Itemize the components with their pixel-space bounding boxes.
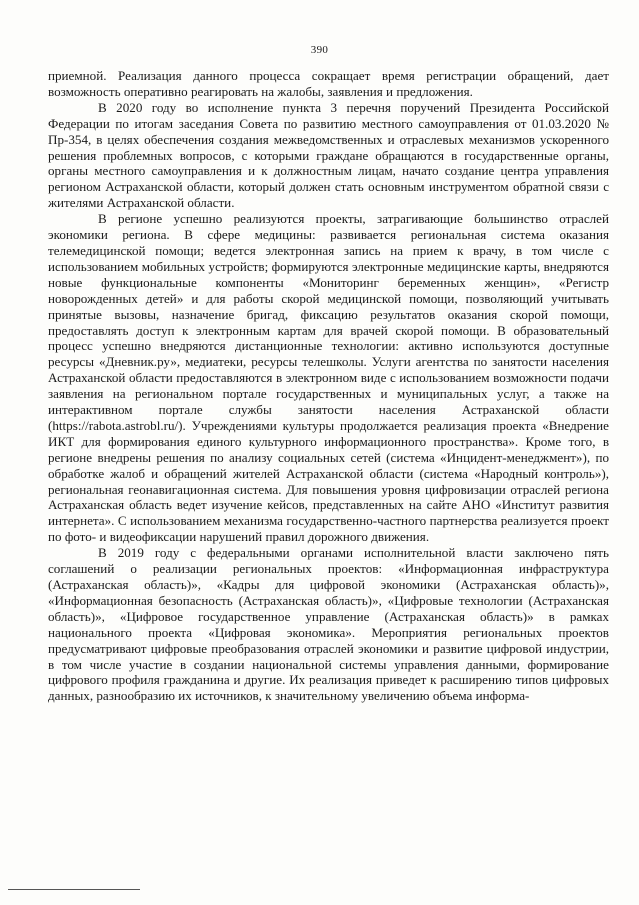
paragraph-regional-projects: В регионе успешно реализуются проекты, затрагивающие большинство отраслей экономики региона. В сфере медицины: развивается региональная система оказания телемедицинской помощи; ведется электронная запись на прием к врачу, в том числе с использованием мобильных устройств; формируются электронные медицинские карты, внедряются новые функциональные компоненты «Мониторинг беременных женщин», «Регистр новорожденных детей» и для работы скорой медицинской помощи, позволяющий учитывать принятые вызовы, назначение бригад, фиксацию результатов оказания скорой помощи, предоставлять доступ к электронным картам для врачей скорой помощи. В образовательный процесс успешно внедряются дистанционные технологии: активно используются доступные ресурсы «Дневник.ру», медиатеки, ресурсы телешколы. Услуги агентства по занятости населения Астраханской области предоставляются в электронном виде с использованием возможности подачи заявления на региональном портале государственных и муниципальных услуг, а также на интерактивном портале службы занятости населения Астраханской области (https://rabota.astrobl.ru/). Учреждениями культуры продолжается реализация проекта «Внедрение ИКТ для формирования единого культурного информационного пространства». Кроме того, в регионе внедрены решения по анализу социальных сетей (система «Инцидент-менеджмент»), по обработке жалоб и обращений жителей Астраханской области (система «Народный контроль»), региональная геонавигационная система. Для повышения уровня цифровизации отраслей региона Астраханская область ведет изучение кейсов, представленных на сайте АНО «Институт развития интернета». С использованием механизма государственно-частного партнерства реализуется проект по фото- и видеофиксации нарушений правил дорожного движения.	[48, 211, 609, 545]
paragraph-federal-agreements: В 2019 году с федеральными органами исполнительной власти заключено пять соглашений о реализации региональных проектов: «Информационная инфраструктура (Астраханская область)», «Кадры для цифровой экономики (Астраханская область)», «Информационная безопасность (Астраханская область)», «Цифровые технологии (Астраханская область)», «Цифровое государственное управление (Астраханская область)» в рамках национального проекта «Цифровая экономика». Мероприятия региональных проектов предусматривают цифровые преобразования отраслей экономики и развитие цифровой индустрии, в том числе участие в создании национальной системы управления данными, формирование цифрового профиля гражданина и другие. Их реализация приведет к расширению типов цифровых данных, разнообразию их источников, к значительному увеличению объема информа-	[48, 545, 609, 704]
page-number: 390	[310, 44, 329, 56]
paragraph-continuation: приемной. Реализация данного процесса сокращает время регистрации обращений, дает возможность оперативно реагировать на жалобы, заявления и предложения.	[48, 68, 609, 99]
document-body	[48, 68, 609, 704]
bottom-divider	[8, 889, 140, 890]
paragraph-feedback-center: В 2020 году во исполнение пункта 3 перечня поручений Президента Российской Федерации по итогам заседания Совета по развитию местного самоуправления от 01.03.2020 № Пр-354, в целях обеспечения создания межведомственных и отраслевых механизмов ускоренного решения проблемных вопросов, с которыми граждане обращаются в государственные органы, органы местного самоуправления и к должностным лицам, начато создание центра управления регионом Астраханской области, который должен стать основным инструментом обратной связи с жителями Астраханской области.	[48, 99, 609, 211]
